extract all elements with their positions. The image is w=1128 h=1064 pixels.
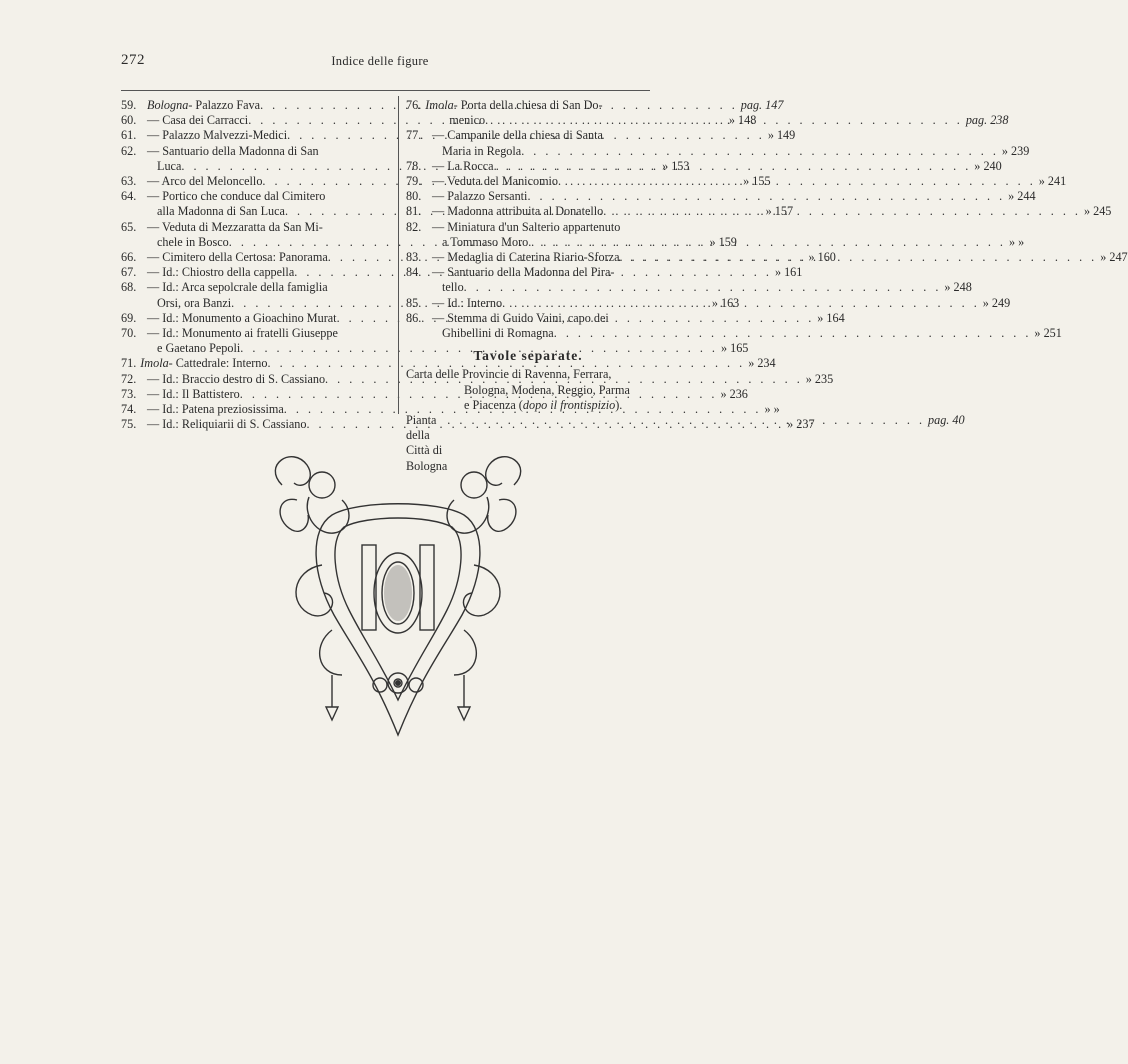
entry-page: » 245 <box>1083 204 1112 219</box>
entry-page: » 165 <box>720 341 749 356</box>
entry-text: — Stemma di Guido Vaini, capo dei <box>432 310 609 325</box>
entry-text: Maria in Regola <box>442 143 522 158</box>
dot-leader <box>554 326 1032 341</box>
entry-text: — Id.: Braccio destro di S. Cassiano <box>147 371 326 386</box>
entry-body <box>432 158 1002 174</box>
entry-number: 84. <box>406 265 422 280</box>
dot-leader <box>558 174 1036 189</box>
entry-page: » 153 <box>662 158 690 173</box>
entry-number: 82. <box>406 219 422 234</box>
entry-page: » » <box>1008 234 1025 249</box>
entry-page: » 148 <box>728 113 757 128</box>
entry-page: » 161 <box>774 265 803 280</box>
entry-text: — Madonna attribuita al Donatello <box>432 204 604 219</box>
entry-line <box>432 326 1062 341</box>
entry-line <box>432 250 1128 265</box>
page-number: 272 <box>121 52 145 68</box>
entry-page: » 249 <box>982 295 1011 310</box>
entry-body <box>432 174 1067 189</box>
entry-page: » 149 <box>767 128 796 143</box>
entry-line <box>432 295 1011 311</box>
entry-line <box>432 128 1020 143</box>
entry-page: » 251 <box>1034 326 1062 341</box>
entry-number: 61. <box>121 128 137 143</box>
entry-page: » 240 <box>974 158 1002 173</box>
entry-text: Orsi, ora Banzi <box>157 295 232 310</box>
dot-leader <box>521 144 999 159</box>
entry-city: Imola <box>140 356 169 371</box>
entry-text: — Santuario della Madonna di San <box>147 143 319 158</box>
entry-number: 81. <box>406 204 422 219</box>
entry-page: » 237 <box>787 417 815 432</box>
entry-text: — Miniatura d'un Salterio appartenuto <box>432 219 621 234</box>
entry-text: a Tommaso Moro <box>442 234 529 249</box>
entry-page: » 248 <box>944 280 972 295</box>
entry-number: 79. <box>406 174 422 189</box>
entry-number: 86. <box>406 310 422 325</box>
entry-text: e Gaetano Pepoli <box>157 341 241 356</box>
entry-line <box>432 143 1030 159</box>
entry-body <box>432 128 1030 158</box>
entry-line <box>432 311 1053 326</box>
entry-line <box>432 280 972 295</box>
running-title: Indice delle figure <box>331 54 429 68</box>
entry-page: » 235 <box>805 371 834 386</box>
plate-map-line-2: Bologna, Modena, Reggio, Parma <box>464 382 630 397</box>
entry-text: — Id.: Il Battistero <box>147 386 240 401</box>
entry-number: 71. <box>121 356 137 371</box>
entry-page: » 159 <box>709 234 737 249</box>
entry-text: Luca <box>157 158 182 173</box>
entry-number: 70. <box>121 326 137 341</box>
entry-number: 72. <box>121 371 137 386</box>
dot-leader <box>620 250 1098 265</box>
entry-line <box>425 113 1009 128</box>
plate-map-line-1: Carta delle Provincie di Ravenna, Ferrara, <box>406 367 612 382</box>
entry-text: alla Madonna di San Luca <box>157 204 285 219</box>
entry-page: » 160 <box>808 250 836 265</box>
entry-text: — Id.: Patena preziosissima <box>147 402 284 417</box>
cherubs-shield-vignette <box>262 445 534 745</box>
entry-body <box>432 250 1128 265</box>
entry-text: - Porta della chiesa di San Do- <box>453 98 603 112</box>
entry-page: pag. 238 <box>965 113 1009 128</box>
plate-map-line-3: e Piacenza (dopo il frontispizio). <box>464 397 623 412</box>
entry-number: 73. <box>121 386 137 401</box>
dot-leader <box>464 280 942 295</box>
entry-page: » 234 <box>748 356 776 371</box>
entry-text: — Veduta di Mezzaratta da San Mi- <box>147 219 323 234</box>
entry-body <box>432 265 972 295</box>
entry-line <box>432 158 1002 174</box>
entry-number: 68. <box>121 280 137 295</box>
entry-number: 74. <box>121 402 137 417</box>
entry-text: — Medaglia di Caterina Riario-Sforza <box>432 250 620 265</box>
entry-text: — Arco del Meloncello <box>147 174 263 189</box>
header-rule <box>121 90 650 91</box>
entry-number: 66. <box>121 250 137 265</box>
dot-leader <box>527 189 1005 204</box>
entry-text: — La Rocca <box>432 158 494 173</box>
dot-leader <box>494 159 972 174</box>
entry-number: 69. <box>121 310 137 325</box>
entry-number: 76. <box>406 98 422 112</box>
entry-text: tello <box>442 280 464 295</box>
entry-text: — Casa dei Carracci <box>147 113 249 128</box>
entry-line <box>432 234 1025 250</box>
entry-text: — Id.: Arca sepolcrale della famiglia <box>147 280 328 295</box>
entry-text: — Cimitero della Certosa: Panorama <box>147 250 328 265</box>
entry-line <box>432 204 1112 219</box>
entry-page: » 244 <box>1008 189 1036 204</box>
entry-number: 59. <box>121 98 137 112</box>
entry-body <box>432 219 1025 250</box>
entry-page: » 163 <box>711 295 740 310</box>
entry-number: 77. <box>406 128 422 143</box>
index-entry <box>406 189 1036 204</box>
entry-number: 60. <box>121 113 137 128</box>
entry-line <box>432 174 1067 189</box>
entry-text: — Id.: Monumento a Gioachino Murat <box>147 310 337 325</box>
dot-leader <box>485 113 963 128</box>
entry-page: » 157 <box>765 204 794 219</box>
entry-text: Ghibellini di Romagna <box>442 326 554 341</box>
entry-text: — Santuario della Madonna del Pira- <box>432 265 615 280</box>
entry-text: - Palazzo Fava <box>188 98 261 112</box>
entry-line <box>432 265 963 280</box>
index-entry <box>121 417 815 432</box>
column-divider <box>398 96 399 414</box>
entry-page: » 164 <box>817 310 845 325</box>
entry-text: — Palazzo Sersanti <box>432 189 528 204</box>
entry-number: 80. <box>406 189 422 204</box>
separate-plates-heading: Tavole separate. <box>473 348 583 364</box>
entry-text: — Veduta del Manicomio <box>432 174 559 189</box>
dot-leader <box>502 296 980 311</box>
entry-line <box>432 220 1015 235</box>
entry-body <box>425 98 1009 128</box>
entry-body <box>432 189 1036 204</box>
entry-text: — Id.: Reliquiarii di S. Cassiano <box>147 417 307 432</box>
dot-leader <box>603 204 1081 219</box>
entry-text: — Id.: Chiostro della cappella <box>147 265 295 280</box>
entry-number: 63. <box>121 174 137 189</box>
entry-page: » 155 <box>743 174 771 189</box>
entry-body <box>432 310 1062 341</box>
entry-text: - Cattedrale: Interno <box>168 356 268 371</box>
entry-number: 67. <box>121 265 137 280</box>
entry-text: — Portico che conduce dal Cimitero <box>147 189 326 204</box>
entry-number: 78. <box>406 158 422 173</box>
entry-text: — Campanile della chiesa di Santa <box>432 128 603 143</box>
entry-page: » » <box>764 402 780 417</box>
entry-text: chele in Bosco <box>157 234 229 249</box>
entry-page: » 236 <box>720 386 748 401</box>
plate-city-plan: Pianta della Città di Bologna . . . pag. 40 <box>406 413 650 474</box>
entry-line <box>425 98 987 113</box>
entry-page: » 247 <box>1100 250 1128 265</box>
entry-text: — Id.: Monumento ai fratelli Giuseppe <box>147 326 338 341</box>
entry-page: pag. 147 <box>740 98 784 112</box>
entry-number: 85. <box>406 295 422 310</box>
entry-number: 83. <box>406 250 422 265</box>
entry-page: » 239 <box>1001 143 1030 158</box>
entry-body <box>432 295 1011 311</box>
entry-page: » 241 <box>1038 174 1067 189</box>
entry-body <box>432 204 1112 219</box>
entry-number: 64. <box>121 189 137 204</box>
entry-number: 62. <box>121 143 137 158</box>
entry-text: — Id.: Interno <box>432 295 503 310</box>
entry-text: — Palazzo Malvezzi-Medici <box>147 128 288 143</box>
entry-line <box>432 189 1036 204</box>
dot-leader <box>528 235 1006 250</box>
entry-text: menico <box>449 113 486 128</box>
entry-number: 75. <box>121 417 137 432</box>
entry-city: Bologna <box>147 98 189 112</box>
entry-city: Imola <box>425 98 454 112</box>
entry-number: 65. <box>121 219 137 234</box>
